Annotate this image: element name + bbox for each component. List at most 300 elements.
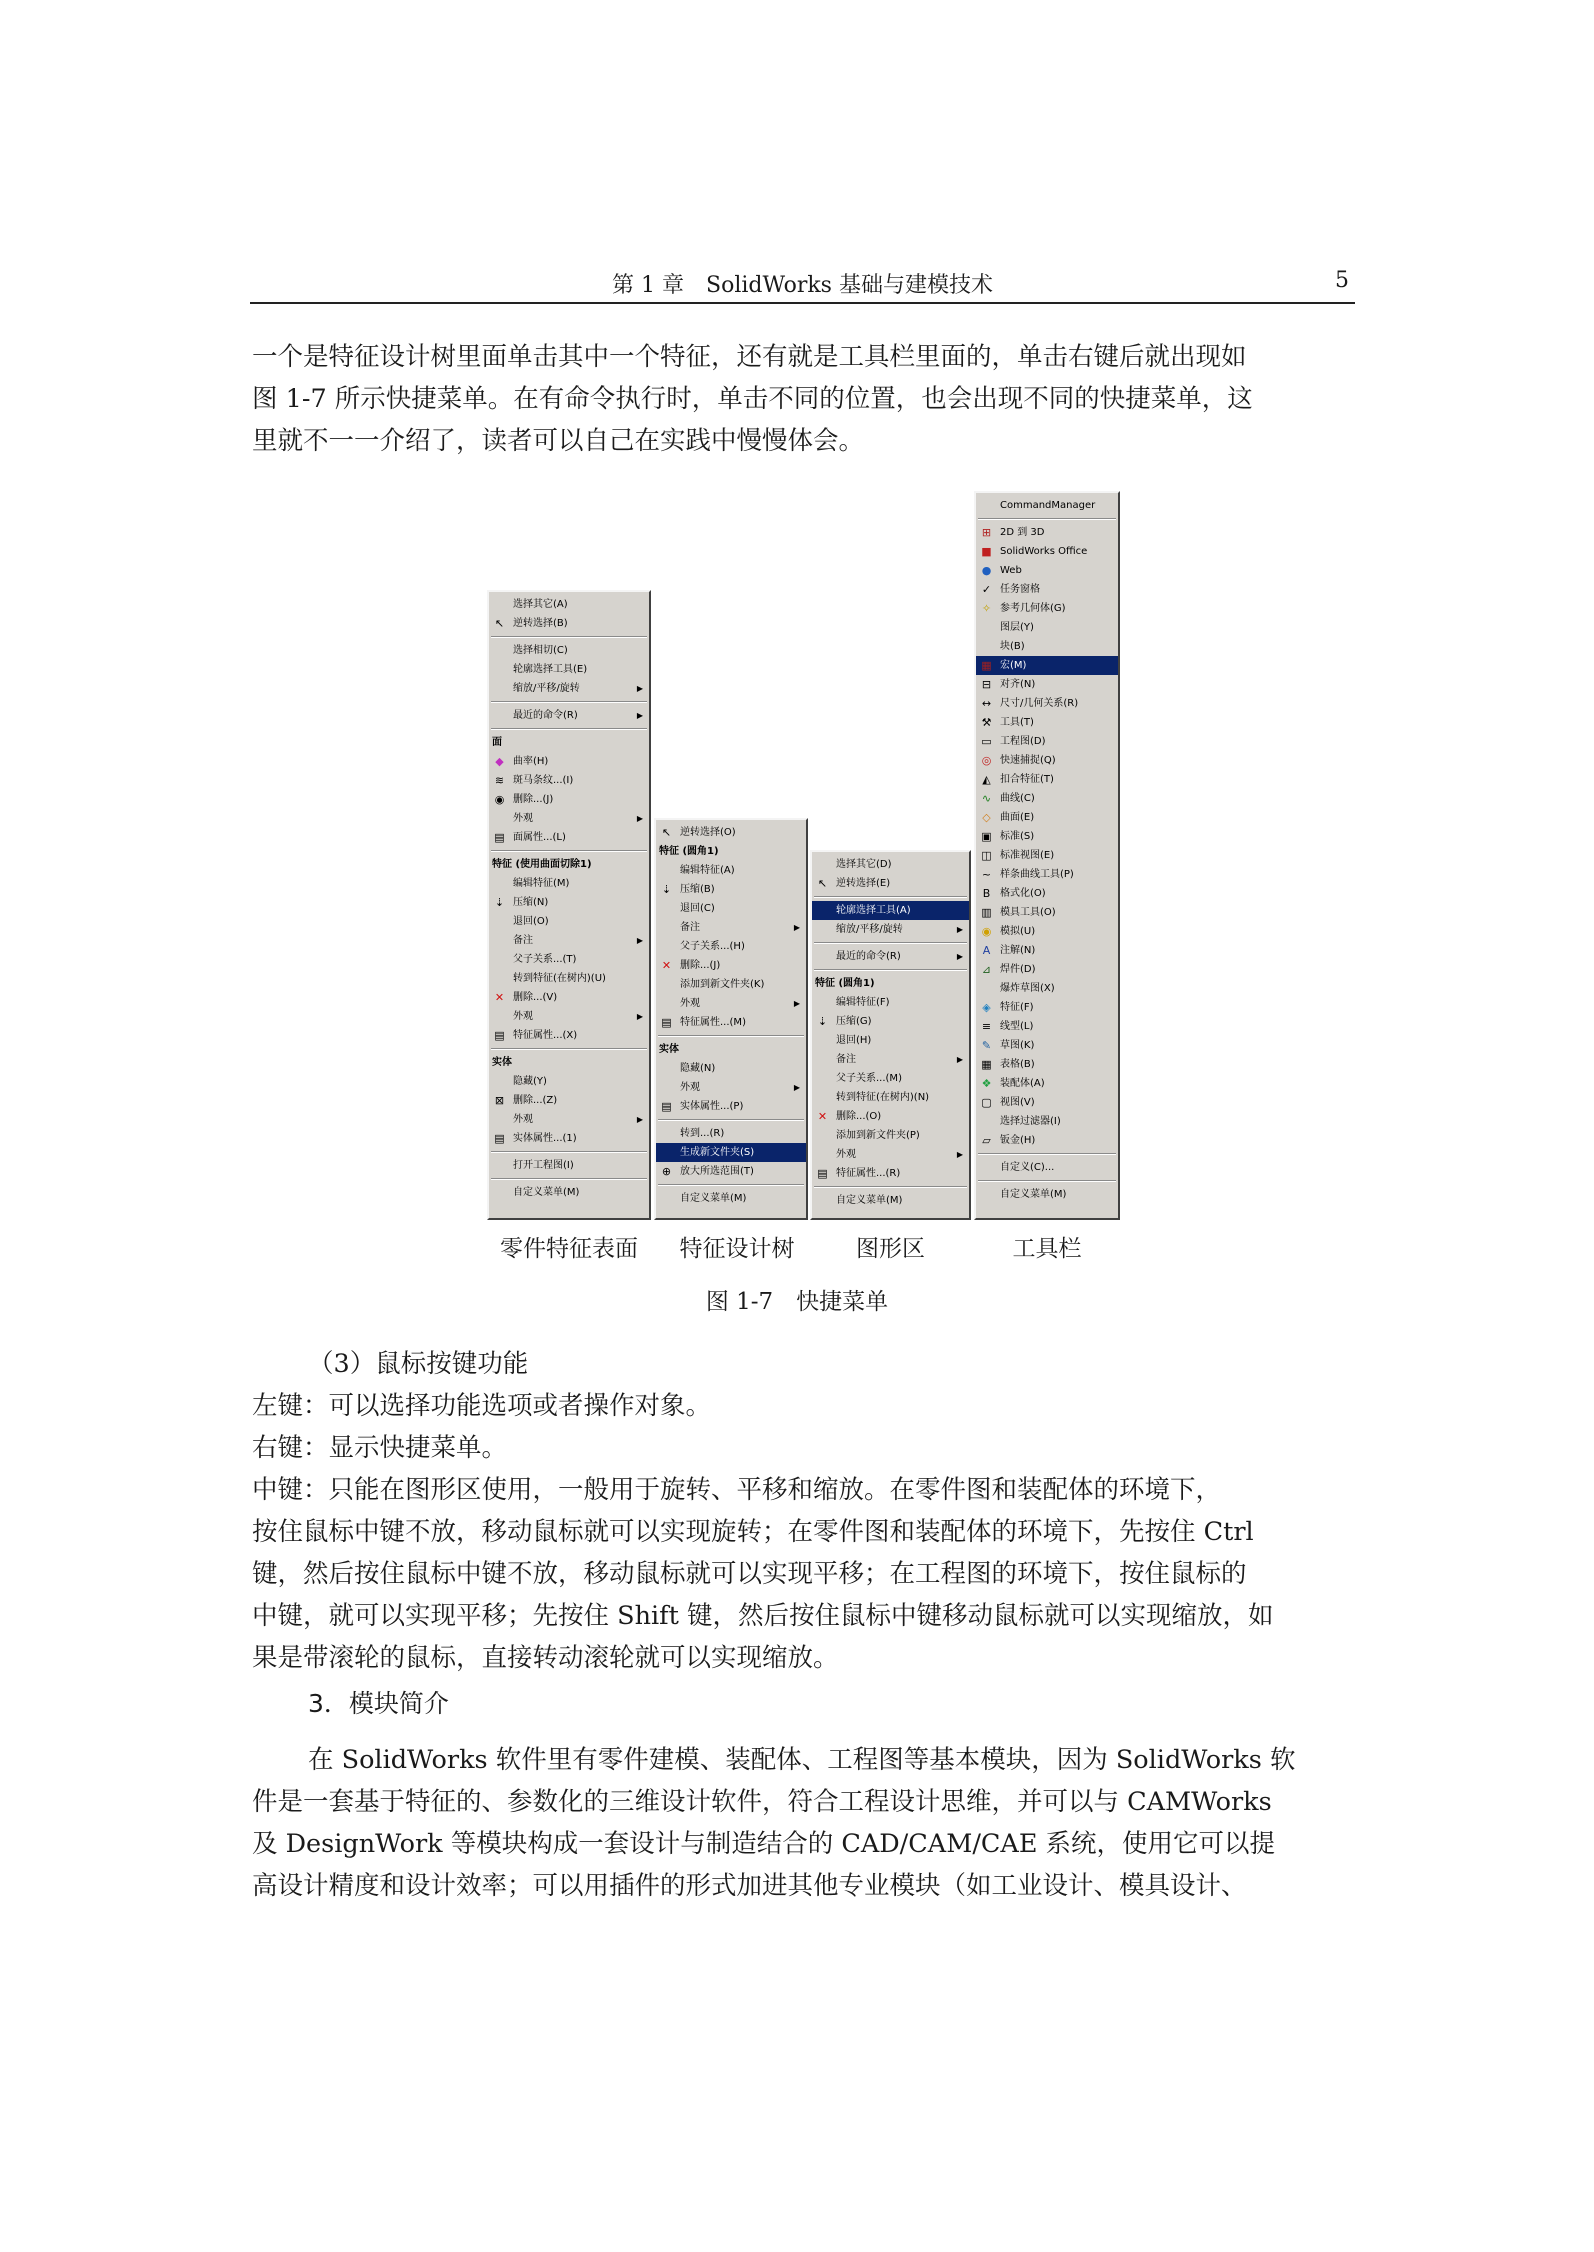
menu-item[interactable] [976,542,1118,561]
menu-item[interactable] [489,1091,649,1110]
module-section-title: 3．模块简介 [308,1689,449,1718]
submenu-arrow-icon: ▶ [956,1150,963,1159]
standard-icon: ▣ [981,830,992,843]
menu-item-label: 选择相切(C) [513,645,568,656]
submenu-arrow-icon: ▶ [636,711,643,720]
menu-item[interactable] [489,893,649,912]
menu-separator [491,728,647,730]
menu-item-label: 最近的命令(R) [513,710,578,721]
properties-icon: ▤ [494,1029,505,1042]
menu-item[interactable] [489,912,649,931]
menu-item-label: 特征属性...(X) [513,1030,578,1041]
cursor-icon: ↖ [661,826,672,839]
menu-item-label: 任务窗格 [1000,584,1040,595]
menu-separator [658,1119,804,1121]
menu-item-label: 钣金(H) [1000,1135,1036,1146]
menu-item[interactable] [656,937,806,956]
menu-item-label: 压缩(G) [836,1016,872,1027]
chapter-title: 第 1 章 SolidWorks 基础与建模技术 [612,273,993,298]
menu-item[interactable] [812,1031,969,1050]
menu-item[interactable] [656,994,806,1013]
menu-item[interactable] [976,675,1118,694]
menu-item[interactable] [489,950,649,969]
menu-item[interactable] [976,941,1118,960]
menu-item-label: 斑马条纹...(I) [513,775,574,786]
menu-item[interactable] [976,713,1118,732]
menu-item-label: 工具(T) [1000,717,1034,728]
fastening-icon: ◭ [982,773,991,786]
menu-item-label: 退回(H) [836,1035,872,1046]
menu-separator [814,896,967,898]
figure-caption: 图 1-7 快捷菜单 [705,1289,889,1315]
properties-icon: ▤ [817,1167,828,1180]
graphics-area-context-menu [810,850,971,1220]
drawing-icon: ▭ [981,735,992,748]
menu-item-label: 自定义菜单(M) [680,1193,747,1204]
menu-separator [978,1180,1116,1182]
menu-item[interactable] [812,1145,969,1164]
mouse-middle-line-5: 果是带滚轮的鼠标，直接转动滚轮就可以实现缩放。 [252,1643,839,1673]
menu-item-label: 快速捕捉(Q) [1000,755,1056,766]
menu-section-header [656,1040,806,1059]
2d3d-icon: ⊞ [981,526,992,539]
menu-item[interactable] [976,922,1118,941]
sheetmetal-icon: ▱ [982,1134,991,1147]
menu-item-label: 模拟(U) [1000,926,1036,937]
feature-tree-context-menu [654,818,808,1220]
caption-graphics-area: 图形区 [856,1236,925,1262]
menu-item[interactable] [489,595,649,614]
menu-item-label: 压缩(N) [513,897,549,908]
menu-item[interactable] [812,947,969,966]
menu-item-label: 备注 [513,935,533,946]
menu-item[interactable] [489,679,649,698]
assembly-icon: ❖ [981,1077,992,1090]
menu-item[interactable] [489,660,649,679]
menu-item[interactable] [812,1088,969,1107]
menu-item-label: 标准视图(E) [1000,850,1055,861]
menu-item-label: 外观 [836,1149,856,1160]
menu-item-label: 注解(N) [1000,945,1036,956]
menu-item[interactable] [976,523,1118,542]
dimension-icon: ↔ [981,697,992,710]
menu-item[interactable] [812,901,969,920]
menu-item-label: 参考几何体(G) [1000,603,1066,614]
menu-item[interactable] [812,1164,969,1183]
menu-item-label: 添加到新文件夹(K) [680,979,765,990]
menu-item[interactable] [656,899,806,918]
menu-item-label: 格式化(O) [1000,888,1046,899]
linetype-icon: ≡ [981,1020,992,1033]
menu-item-label: Web [1000,565,1022,576]
module-line-4: 高设计精度和设计效率；可以用插件的形式加进其他专业模块（如工业设计、模具设计、 [252,1871,1247,1901]
menu-item[interactable] [976,808,1118,827]
menu-item[interactable] [489,809,649,828]
menu-item[interactable] [976,1131,1118,1150]
menu-item-label: 轮廓选择工具(A) [836,905,911,916]
menu-item-label: 特征 (圆角1) [815,978,875,989]
menu-item-label: 编辑特征(F) [836,997,890,1008]
submenu-arrow-icon: ▶ [636,1012,643,1021]
menu-item[interactable] [656,1189,806,1208]
menu-item-label: 删除...(V) [513,992,558,1003]
menu-item[interactable] [976,1017,1118,1036]
menu-item[interactable] [489,988,649,1007]
menu-item-label: 逆转选择(B) [513,618,568,629]
menu-item[interactable] [812,1126,969,1145]
menu-item-label: 外观 [680,998,700,1009]
menu-item-label: 备注 [836,1054,856,1065]
module-line-1: 在 SolidWorks 软件里有零件建模、装配体、工程图等基本模块，因为 SolidWorks 软 [308,1745,1296,1775]
menu-item[interactable] [812,1069,969,1088]
menu-item[interactable] [489,1183,649,1202]
menu-item-label: 特征(F) [1000,1002,1034,1013]
ref-geometry-icon: ✧ [981,602,992,615]
intro-line-2: 图 1-7 所示快捷菜单。在有命令执行时，单击不同的位置，也会出现不同的快捷菜单，这 [252,384,1253,414]
menu-item-label: 生成新文件夹(S) [680,1147,755,1158]
properties-icon: ▤ [494,831,505,844]
menu-item[interactable] [489,1007,649,1026]
features-icon: ◈ [982,1001,991,1014]
menu-item-label: 隐藏(N) [680,1063,716,1074]
menu-item[interactable] [976,1093,1118,1112]
menu-item[interactable] [976,637,1118,656]
menu-item-label: 装配体(A) [1000,1078,1045,1089]
suppress-icon: ⇣ [661,883,672,896]
menu-item[interactable] [812,1050,969,1069]
menu-item[interactable] [656,975,806,994]
menu-section-header [489,1053,649,1072]
delete-face-icon: ◉ [494,793,505,806]
menu-item-label: 缩放/平移/旋转 [513,683,580,694]
menu-item[interactable] [976,903,1118,922]
menu-item-label: 逆转选择(E) [836,878,891,889]
menu-item[interactable] [976,979,1118,998]
submenu-arrow-icon: ▶ [793,1083,800,1092]
menu-item[interactable] [976,1185,1118,1204]
page-header [250,268,1355,304]
part-face-context-menu [487,590,651,1220]
caption-toolbar: 工具栏 [1012,1236,1082,1262]
menu-item[interactable] [976,694,1118,713]
menu-item-label: 尺寸/几何关系(R) [1000,698,1079,709]
menu-item[interactable] [812,920,969,939]
menu-item-label: 特征 (使用曲面切除1) [492,859,592,870]
menu-item[interactable] [976,1112,1118,1131]
curvature-icon: ◆ [495,755,504,768]
menu-item[interactable] [976,561,1118,580]
menu-separator [491,850,647,852]
menu-item[interactable] [489,1129,649,1148]
annotation-icon: A [982,944,991,957]
menu-item[interactable] [976,865,1118,884]
properties-icon: ▤ [494,1132,505,1145]
menu-item-label: 实体 [492,1057,512,1068]
menu-item-label: 曲率(H) [513,756,549,767]
menu-item-label: 自定义(C)... [1000,1162,1055,1173]
menu-separator [978,518,1116,520]
sketch-icon: ✎ [981,1039,992,1052]
menu-item[interactable] [489,790,649,809]
submenu-arrow-icon: ▶ [636,684,643,693]
menu-separator [658,1035,804,1037]
menu-item[interactable] [976,998,1118,1017]
menu-item-label: 压缩(B) [680,884,715,895]
zoom-icon: ⊕ [661,1165,672,1178]
submenu-arrow-icon: ▶ [956,1055,963,1064]
menu-item[interactable] [656,823,806,842]
menu-item-label: 放大所选范围(T) [680,1166,754,1177]
menu-item[interactable] [976,751,1118,770]
menu-item-label: 添加到新文件夹(P) [836,1130,920,1141]
menu-item-label: 实体 [659,1044,679,1055]
menu-item-label: 打开工程图(I) [513,1160,574,1171]
menu-item-label: 扣合特征(T) [1000,774,1054,785]
cursor-icon: ↖ [817,877,828,890]
menu-item-label: 转到特征(在树内)(U) [513,973,606,984]
menu-item-label: 外观 [680,1082,700,1093]
menu-item[interactable] [976,770,1118,789]
menu-separator [491,636,647,638]
menu-item-label: 父子关系...(M) [836,1073,902,1084]
menu-item[interactable] [489,1026,649,1045]
curve-icon: ∿ [981,792,992,805]
menu-item-label: 样条曲线工具(P) [1000,869,1074,880]
simulation-icon: ◉ [981,925,992,938]
menu-item[interactable] [489,706,649,725]
menu-item[interactable] [812,1012,969,1031]
menu-item[interactable] [656,880,806,899]
menu-item[interactable] [976,496,1118,515]
menu-item[interactable] [976,656,1118,675]
menu-item[interactable] [489,641,649,660]
menu-item-label: 删除...(J) [513,794,554,805]
menu-item[interactable] [656,1124,806,1143]
intro-line-3: 里就不一一介绍了，读者可以自己在实践中慢慢体会。 [252,426,865,456]
submenu-arrow-icon: ▶ [636,814,643,823]
menu-item-label: 退回(O) [513,916,549,927]
properties-icon: ▤ [661,1016,672,1029]
menu-separator [491,1151,647,1153]
zebra-icon: ≋ [494,774,505,787]
menu-item[interactable] [976,1036,1118,1055]
module-line-2: 件是一套基于特征的、参数化的三维设计软件，符合工程设计思维，并可以与 CAMWorks [252,1787,1272,1817]
intro-line-1: 一个是特征设计树里面单击其中一个特征，还有就是工具栏里面的，单击右键后就出现如 [252,342,1247,372]
menu-section-header [489,733,649,752]
menu-item[interactable] [976,789,1118,808]
mouse-section-title: （3）鼠标按键功能 [308,1349,529,1379]
menu-item-label: 编辑特征(A) [680,865,735,876]
menu-item-label: 图层(Y) [1000,622,1034,633]
menu-item[interactable] [489,771,649,790]
menu-separator [814,969,967,971]
menu-item-label: 父子关系...(H) [680,941,745,952]
menu-section-header [812,974,969,993]
module-line-3: 及 DesignWork 等模块构成一套设计与制造结合的 CAD/CAM/CAE 系统，使用它可以提 [252,1829,1276,1859]
menu-item[interactable] [489,969,649,988]
submenu-arrow-icon: ▶ [636,936,643,945]
submenu-arrow-icon: ▶ [956,952,963,961]
menu-item-label: 块(B) [1000,641,1025,652]
menu-item[interactable] [976,599,1118,618]
menu-item-label: 曲面(E) [1000,812,1035,823]
format-icon: B [982,887,991,900]
menu-item-label: 对齐(N) [1000,679,1036,690]
menu-item[interactable] [976,732,1118,751]
menu-item-label: 视图(V) [1000,1097,1035,1108]
menu-item-label: 特征属性...(M) [680,1017,746,1028]
menu-item[interactable] [976,960,1118,979]
menu-item-label: 选择其它(A) [513,599,568,610]
menu-item[interactable] [656,1059,806,1078]
properties-icon: ▤ [661,1100,672,1113]
menu-item-label: SolidWorks Office [1000,546,1088,557]
menu-item-label: 选择过滤器(I) [1000,1116,1061,1127]
menu-item[interactable] [656,1013,806,1032]
menu-item[interactable] [812,1191,969,1210]
globe-icon: ● [981,564,992,577]
red-x-icon: ✕ [494,991,505,1004]
menu-item-label: 线型(L) [1000,1021,1034,1032]
check-icon: ✓ [981,583,992,596]
menu-separator [814,942,967,944]
mouse-middle-line-2: 按住鼠标中键不放，移动鼠标就可以实现旋转；在零件图和装配体的环境下，先按住 Ctrl [252,1517,1254,1547]
menu-item-label: 自定义菜单(M) [1000,1189,1067,1200]
menu-separator [658,1184,804,1186]
menu-item-label: 转到...(R) [680,1128,725,1139]
menu-section-header [489,855,649,874]
menu-item-label: 缩放/平移/旋转 [836,924,903,935]
menu-item[interactable] [812,855,969,874]
menu-item-label: 删除...(J) [680,960,721,971]
menu-item-label: 实体属性...(P) [680,1101,744,1112]
menu-item[interactable] [976,618,1118,637]
menu-item-label: 外观 [513,1114,533,1125]
weldment-icon: ⊿ [981,963,992,976]
menu-item-label: 转到特征(在树内)(N) [836,1092,930,1103]
menu-item-label: 工程图(D) [1000,736,1046,747]
menu-item[interactable] [489,1156,649,1175]
delete-body-icon: ⊠ [494,1094,505,1107]
toolbar-context-menu [974,491,1120,1220]
macro-icon: ▦ [981,659,992,672]
snap-icon: ◎ [981,754,992,767]
menu-separator [491,1048,647,1050]
submenu-arrow-icon: ▶ [956,925,963,934]
suppress-icon: ⇣ [817,1015,828,1028]
surface-icon: ◇ [982,811,991,824]
suppress-icon: ⇣ [494,896,505,909]
submenu-arrow-icon: ▶ [793,999,800,1008]
menu-item[interactable] [489,1072,649,1091]
menu-item[interactable] [812,874,969,893]
menu-item-label: 标准(S) [1000,831,1035,842]
menu-item-label: 父子关系...(T) [513,954,577,965]
cursor-icon: ↖ [494,617,505,630]
menu-item[interactable] [489,752,649,771]
std-views-icon: ◫ [981,849,992,862]
menu-item-label: 隐藏(Y) [513,1076,547,1087]
menu-item[interactable] [656,1162,806,1181]
menu-item[interactable] [976,827,1118,846]
menu-item-label: 面 [492,737,502,748]
menu-item[interactable] [976,1055,1118,1074]
menu-item-label: 轮廓选择工具(E) [513,664,588,675]
menu-separator [491,1178,647,1180]
menu-item[interactable] [489,1110,649,1129]
align-icon: ⊟ [981,678,992,691]
caption-feature-tree: 特征设计树 [679,1236,795,1262]
submenu-arrow-icon: ▶ [793,923,800,932]
menu-item-label: 自定义菜单(M) [513,1187,580,1198]
menu-item[interactable] [976,580,1118,599]
menu-item-label: 焊件(D) [1000,964,1036,975]
view-icon: ▢ [981,1096,992,1109]
menu-item[interactable] [976,884,1118,903]
menu-item-label: 模具工具(O) [1000,907,1056,918]
red-x-icon: ✕ [817,1110,828,1123]
menu-item-label: 删除...(O) [836,1111,882,1122]
caption-part-face: 零件特征表面 [500,1236,638,1262]
page-number: 5 [1335,268,1349,293]
menu-item[interactable] [489,874,649,893]
menu-section-header [656,842,806,861]
menu-item-label: 最近的命令(R) [836,951,901,962]
menu-item-label: 退回(C) [680,903,715,914]
submenu-arrow-icon: ▶ [636,1115,643,1124]
menu-item[interactable] [656,1078,806,1097]
menu-separator [491,701,647,703]
menu-item[interactable] [489,931,649,950]
menu-item[interactable] [656,918,806,937]
mouse-middle-line-1: 中键：只能在图形区使用，一般用于旋转、平移和缩放。在零件图和装配体的环境下， [252,1475,1222,1505]
menu-item[interactable] [976,1074,1118,1093]
menu-item-label: 面属性...(L) [513,832,566,843]
menu-item-label: 备注 [680,922,700,933]
menu-item-label: 表格(B) [1000,1059,1035,1070]
menu-item[interactable] [812,1107,969,1126]
menu-item-label: 宏(M) [1000,660,1027,671]
menu-item-label: 编辑特征(M) [513,878,570,889]
menu-item[interactable] [976,846,1118,865]
menu-separator [978,1153,1116,1155]
menu-item-label: 外观 [513,813,533,824]
red-x-icon: ✕ [661,959,672,972]
menu-item[interactable] [656,1097,806,1116]
menu-item[interactable] [812,993,969,1012]
menu-item-label: 2D 到 3D [1000,527,1045,538]
menu-item-label: 选择其它(D) [836,859,892,870]
mouse-right-line: 右键：显示快捷菜单。 [252,1433,508,1463]
menu-item[interactable] [976,1158,1118,1177]
spline-icon: ~ [981,868,992,881]
mold-icon: ▥ [981,906,992,919]
menu-item-label: 草图(K) [1000,1040,1035,1051]
office-icon: ■ [981,545,992,558]
menu-item-label: 特征属性...(R) [836,1168,901,1179]
menu-item[interactable] [489,614,649,633]
menu-separator [814,1186,967,1188]
menu-item-label: CommandManager [1000,500,1096,511]
menu-item[interactable] [656,1143,806,1162]
menu-item-label: 外观 [513,1011,533,1022]
menu-item-label: 逆转选择(O) [680,827,736,838]
menu-item-label: 自定义菜单(M) [836,1195,903,1206]
menu-item[interactable] [489,828,649,847]
mouse-middle-line-3: 键，然后按住鼠标中键不放，移动鼠标就可以实现平移；在工程图的环境下，按住鼠标的 [252,1559,1247,1589]
menu-item[interactable] [656,861,806,880]
menu-item[interactable] [656,956,806,975]
